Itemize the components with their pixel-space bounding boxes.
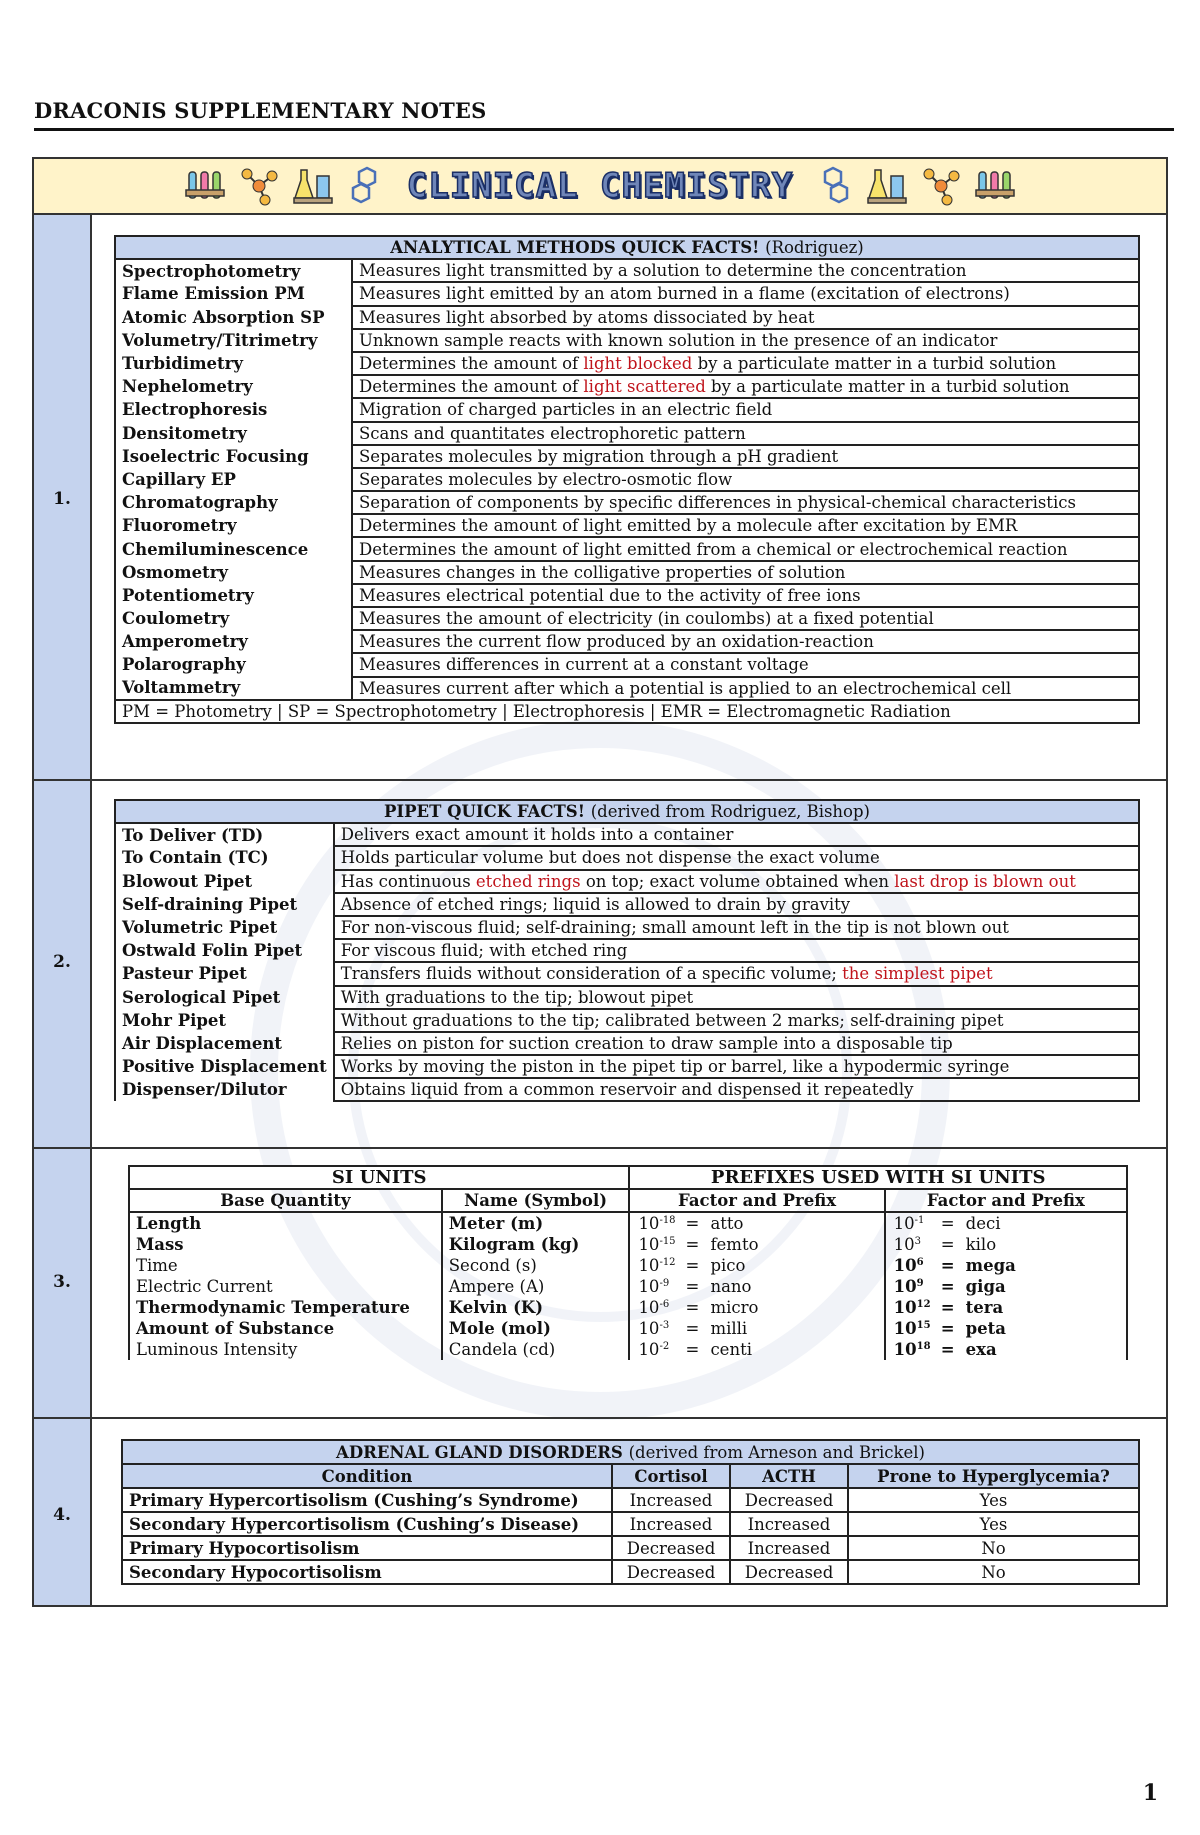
term-cell: Self-draining Pipet xyxy=(115,893,334,916)
condition-cell: Primary Hypercortisolism (Cushing’s Syndrome) xyxy=(122,1488,612,1512)
hyperglycemia-cell: Yes xyxy=(848,1512,1139,1536)
table-title: ADRENAL GLAND DISORDERS (derived from Arneson and Brickel) xyxy=(122,1440,1139,1464)
definition-text: Unknown sample reacts with known solution in the presence of an indicator xyxy=(359,330,998,350)
prefix-name: nano xyxy=(710,1277,752,1296)
highlight-text: light blocked xyxy=(583,354,693,374)
term-cell: Coulometry xyxy=(115,607,352,630)
quantity-cell: Time xyxy=(129,1255,442,1276)
table-row xyxy=(129,1318,1127,1339)
factor-exponent: -2 xyxy=(659,1341,670,1352)
definition-text: Determines the amount of light emitted by a molecule after excitation by EMR xyxy=(359,516,1018,536)
equals-sign: = xyxy=(940,1298,955,1317)
col-header: Factor and Prefix xyxy=(885,1189,1127,1212)
factor-base: 10 xyxy=(638,1298,660,1317)
page-number: 1 xyxy=(1142,1780,1158,1806)
table-row xyxy=(129,1255,1127,1276)
definition-cell xyxy=(334,962,1139,985)
table-row xyxy=(115,1009,1139,1032)
quantity-cell: Luminous Intensity xyxy=(129,1339,442,1360)
section-number: 1. xyxy=(53,489,71,509)
term-cell: Blowout Pipet xyxy=(115,870,334,893)
term-cell: Pasteur Pipet xyxy=(115,962,334,985)
si-units-title: SI UNITS xyxy=(129,1166,629,1189)
factor xyxy=(638,1319,674,1338)
table-row xyxy=(115,962,1139,985)
definition-text: Separates molecules by migration through a pH gradient xyxy=(359,446,839,466)
factor-exponent: 9 xyxy=(916,1278,924,1289)
condition-cell: Secondary Hypocortisolism xyxy=(122,1560,612,1584)
table-row xyxy=(115,630,1139,653)
definition-text: Measures the current flow produced by an oxidation-reaction xyxy=(359,632,874,652)
definition-cell xyxy=(334,1055,1139,1078)
factor xyxy=(638,1298,674,1317)
prefix-name: deci xyxy=(965,1214,1001,1233)
term-cell: Chromatography xyxy=(115,491,352,514)
prefix-name: mega xyxy=(965,1256,1016,1275)
factor-base: 10 xyxy=(638,1340,660,1359)
table-row xyxy=(115,1055,1139,1078)
term-cell: Atomic Absorption SP xyxy=(115,306,352,329)
cortisol-cell: Decreased xyxy=(612,1560,730,1584)
definition-cell xyxy=(334,916,1139,939)
prefix-name: giga xyxy=(965,1277,1006,1296)
definition-text: Measures light absorbed by atoms dissociated by heat xyxy=(359,307,815,327)
table-row xyxy=(115,514,1139,537)
si-units-table xyxy=(128,1165,1128,1360)
table-row xyxy=(129,1212,1127,1234)
table-title: PIPET QUICK FACTS! (derived from Rodriguez, Bishop) xyxy=(115,800,1139,823)
col-header: Cortisol xyxy=(612,1464,730,1488)
term-cell: To Deliver (TD) xyxy=(115,823,334,846)
table-row xyxy=(115,916,1139,939)
hexagon-molecule-icon xyxy=(813,166,853,206)
factor-base: 10 xyxy=(893,1256,917,1275)
term-cell: Capillary EP xyxy=(115,468,352,491)
factor-exponent: -15 xyxy=(659,1236,676,1247)
factor-base: 10 xyxy=(638,1319,660,1338)
definition-text: Measures differences in current at a constant voltage xyxy=(359,655,809,675)
prefix-cell xyxy=(885,1276,1127,1297)
prefix-name: micro xyxy=(710,1298,759,1317)
table-row xyxy=(129,1276,1127,1297)
definition-text: Relies on piston for suction creation to draw sample into a disposable tip xyxy=(340,1033,953,1053)
factor-base: 10 xyxy=(638,1214,660,1233)
definition-cell xyxy=(352,375,1139,398)
section-number: 3. xyxy=(53,1272,71,1292)
cortisol-cell: Increased xyxy=(612,1488,730,1512)
definition-text: With graduations to the tip; blowout pipet xyxy=(340,987,694,1007)
condition-cell: Secondary Hypercortisolism (Cushing’s Disease) xyxy=(122,1512,612,1536)
equals-sign: = xyxy=(685,1319,700,1338)
term-cell: Fluorometry xyxy=(115,514,352,537)
definition-text: Measures light emitted by an atom burned in a flame (excitation of electrons) xyxy=(359,284,1010,304)
definition-cell xyxy=(334,846,1139,869)
acth-cell: Increased xyxy=(730,1536,848,1560)
table-row xyxy=(115,986,1139,1009)
equals-sign: = xyxy=(685,1340,700,1359)
notes-frame xyxy=(32,157,1168,1607)
definition-text: Measures light transmitted by a solution to determine the concentration xyxy=(359,261,967,281)
unit-name-cell: Ampere (A) xyxy=(442,1276,630,1297)
table-title: ANALYTICAL METHODS QUICK FACTS! (Rodriguez) xyxy=(115,236,1139,259)
prefix-name: atto xyxy=(710,1214,744,1233)
table-row xyxy=(122,1560,1139,1584)
term-cell: Air Displacement xyxy=(115,1032,334,1055)
quantity-cell: Electric Current xyxy=(129,1276,442,1297)
factor-exponent: -9 xyxy=(659,1278,670,1289)
factor xyxy=(894,1214,930,1233)
factor-exponent: 6 xyxy=(916,1257,924,1268)
definition-text: Transfers fluids without consideration of a specific volume; xyxy=(340,964,843,984)
factor-exponent: 15 xyxy=(916,1320,931,1331)
section-number: 2. xyxy=(53,952,71,972)
definition-cell xyxy=(334,986,1139,1009)
term-cell: Volumetric Pipet xyxy=(115,916,334,939)
table-row xyxy=(115,677,1139,700)
equals-sign: = xyxy=(940,1256,955,1275)
acth-cell: Decreased xyxy=(730,1488,848,1512)
prefix-name: exa xyxy=(965,1340,997,1359)
footnote-row xyxy=(115,700,1139,723)
factor xyxy=(638,1256,674,1275)
pipet-table xyxy=(114,799,1140,1102)
condition-cell: Primary Hypocortisolism xyxy=(122,1536,612,1560)
term-cell: Polarography xyxy=(115,653,352,676)
prefix-cell xyxy=(629,1318,884,1339)
factor-base: 10 xyxy=(893,1298,917,1317)
definition-cell xyxy=(352,398,1139,421)
definition-text: Separates molecules by electro-osmotic flow xyxy=(359,469,733,489)
col-header: Prone to Hyperglycemia? xyxy=(848,1464,1139,1488)
factor-base: 10 xyxy=(893,1277,917,1296)
term-cell: Volumetry/Titrimetry xyxy=(115,329,352,352)
factor-base: 10 xyxy=(638,1235,660,1254)
section-number-column xyxy=(34,215,92,1605)
definition-text: Absence of etched rings; liquid is allowed to drain by gravity xyxy=(340,894,851,914)
definition-cell xyxy=(352,630,1139,653)
table-row xyxy=(115,352,1139,375)
col-header: Name (Symbol) xyxy=(442,1189,630,1212)
definition-cell xyxy=(334,1078,1139,1101)
definition-text: Measures changes in the colligative properties of solution xyxy=(359,562,846,582)
definition-cell xyxy=(352,537,1139,560)
table-row xyxy=(115,1032,1139,1055)
section-number: 4. xyxy=(53,1505,71,1525)
definition-cell xyxy=(352,422,1139,445)
equals-sign: = xyxy=(685,1277,700,1296)
factor-base: 10 xyxy=(893,1235,915,1254)
col-header: Factor and Prefix xyxy=(629,1189,884,1212)
definition-cell xyxy=(352,329,1139,352)
highlight-text: light scattered xyxy=(583,377,706,397)
definition-cell xyxy=(352,653,1139,676)
table-row xyxy=(115,445,1139,468)
quantity-cell: Mass xyxy=(129,1234,442,1255)
term-cell: Electrophoresis xyxy=(115,398,352,421)
factor-exponent: -18 xyxy=(659,1215,676,1226)
factor xyxy=(894,1319,930,1338)
prefix-name: centi xyxy=(710,1340,752,1359)
prefix-cell xyxy=(885,1255,1127,1276)
cortisol-cell: Decreased xyxy=(612,1536,730,1560)
table-row xyxy=(115,422,1139,445)
table-row xyxy=(115,468,1139,491)
definition-cell xyxy=(334,1009,1139,1032)
footnote: PM = Photometry | SP = Spectrophotometry | Electrophoresis | EMR = Electromagnetic Radiation xyxy=(115,700,1139,723)
factor-base: 10 xyxy=(638,1277,660,1296)
term-cell: Amperometry xyxy=(115,630,352,653)
factor xyxy=(638,1214,674,1233)
table-row xyxy=(115,329,1139,352)
section-divider xyxy=(34,1147,1166,1149)
col-header: Condition xyxy=(122,1464,612,1488)
factor-base: 10 xyxy=(638,1256,660,1275)
table-row xyxy=(129,1297,1127,1318)
term-cell: Osmometry xyxy=(115,561,352,584)
factor xyxy=(894,1298,930,1317)
factor xyxy=(894,1256,930,1275)
highlight-text: the simplest pipet xyxy=(842,964,993,984)
table-row xyxy=(115,561,1139,584)
quantity-cell: Length xyxy=(129,1212,442,1234)
col-header: Base Quantity xyxy=(129,1189,442,1212)
prefix-cell xyxy=(629,1339,884,1360)
definition-cell xyxy=(352,468,1139,491)
table-row xyxy=(115,893,1139,916)
analytical-methods-table xyxy=(114,235,1140,724)
term-cell: Densitometry xyxy=(115,422,352,445)
factor-base: 10 xyxy=(893,1319,917,1338)
table-row xyxy=(115,846,1139,869)
definition-cell xyxy=(352,491,1139,514)
factor-exponent: -6 xyxy=(659,1299,670,1310)
definition-cell xyxy=(352,306,1139,329)
equals-sign: = xyxy=(940,1235,955,1254)
unit-name-cell: Mole (mol) xyxy=(442,1318,630,1339)
equals-sign: = xyxy=(940,1277,955,1296)
table-row xyxy=(115,375,1139,398)
factor-exponent: -3 xyxy=(659,1320,670,1331)
factor-exponent: -1 xyxy=(914,1215,925,1226)
factor-exponent: -12 xyxy=(659,1257,676,1268)
prefix-name: peta xyxy=(965,1319,1006,1338)
molecule-icon xyxy=(239,166,279,206)
definition-cell xyxy=(334,893,1139,916)
table-row xyxy=(115,259,1139,282)
equals-sign: = xyxy=(685,1298,700,1317)
acth-cell: Decreased xyxy=(730,1560,848,1584)
term-cell: To Contain (TC) xyxy=(115,846,334,869)
document-header xyxy=(34,96,1174,131)
col-header: ACTH xyxy=(730,1464,848,1488)
test-tubes-icon xyxy=(975,166,1015,206)
term-cell: Nephelometry xyxy=(115,375,352,398)
table-row xyxy=(115,870,1139,893)
factor xyxy=(638,1235,674,1254)
prefix-cell xyxy=(885,1318,1127,1339)
unit-name-cell: Meter (m) xyxy=(442,1212,630,1234)
definition-cell xyxy=(334,1032,1139,1055)
definition-text: Determines the amount of xyxy=(359,354,584,374)
definition-text: Scans and quantitates electrophoretic pattern xyxy=(359,423,746,443)
term-cell: Isoelectric Focusing xyxy=(115,445,352,468)
equals-sign: = xyxy=(940,1340,955,1359)
definition-text: Determines the amount of light emitted from a chemical or electrochemical reaction xyxy=(359,539,1068,559)
equals-sign: = xyxy=(940,1214,955,1233)
term-cell: Potentiometry xyxy=(115,584,352,607)
factor-base: 10 xyxy=(893,1214,915,1233)
prefix-cell xyxy=(629,1276,884,1297)
prefix-cell xyxy=(885,1339,1127,1360)
section-divider xyxy=(34,779,1166,781)
definition-text: Measures current after which a potential is applied to an electrochemical cell xyxy=(359,678,1012,698)
quantity-cell: Thermodynamic Temperature xyxy=(129,1297,442,1318)
hyperglycemia-cell: No xyxy=(848,1560,1139,1584)
adrenal-disorders-table xyxy=(121,1439,1140,1585)
factor-exponent: 3 xyxy=(914,1236,922,1247)
equals-sign: = xyxy=(685,1235,700,1254)
definition-cell xyxy=(334,870,1139,893)
factor xyxy=(894,1235,930,1254)
factor xyxy=(894,1277,930,1296)
factor xyxy=(638,1340,674,1359)
table-row xyxy=(115,823,1139,846)
definition-text: Measures electrical potential due to the activity of free ions xyxy=(359,585,861,605)
table-row xyxy=(115,653,1139,676)
unit-name-cell: Kelvin (K) xyxy=(442,1297,630,1318)
prefix-cell xyxy=(629,1255,884,1276)
table-row xyxy=(115,491,1139,514)
prefix-cell xyxy=(629,1297,884,1318)
quantity-cell: Amount of Substance xyxy=(129,1318,442,1339)
prefix-name: kilo xyxy=(965,1235,997,1254)
test-tubes-icon xyxy=(185,166,225,206)
definition-text: on top; exact volume obtained when xyxy=(580,871,895,891)
definition-cell xyxy=(352,677,1139,700)
table-row xyxy=(115,537,1139,560)
molecule-icon xyxy=(921,166,961,206)
definition-text: by a particulate matter in a turbid solution xyxy=(705,377,1070,397)
factor-exponent: 18 xyxy=(916,1341,931,1352)
prefix-cell xyxy=(885,1212,1127,1234)
banner xyxy=(34,159,1166,215)
term-cell: Mohr Pipet xyxy=(115,1009,334,1032)
definition-text: For non-viscous fluid; self-draining; small amount left in the tip is not blown out xyxy=(340,918,1009,938)
term-cell: Serological Pipet xyxy=(115,986,334,1009)
definition-text: by a particulate matter in a turbid solution xyxy=(692,354,1057,374)
definition-text: Without graduations to the tip; calibrated between 2 marks; self-draining pipet xyxy=(340,1010,1004,1030)
definition-cell xyxy=(352,445,1139,468)
definition-text: Has continuous xyxy=(340,871,476,891)
acth-cell: Increased xyxy=(730,1512,848,1536)
prefix-cell xyxy=(629,1212,884,1234)
lab-glassware-icon xyxy=(293,166,333,206)
term-cell: Turbidimetry xyxy=(115,352,352,375)
unit-name-cell: Kilogram (kg) xyxy=(442,1234,630,1255)
factor xyxy=(894,1340,930,1359)
definition-text: Migration of charged particles in an electric field xyxy=(359,400,773,420)
document-title: DRACONIS SUPPLEMENTARY NOTES xyxy=(34,98,487,123)
table-row xyxy=(122,1512,1139,1536)
unit-name-cell: Candela (cd) xyxy=(442,1339,630,1360)
table-row xyxy=(129,1234,1127,1255)
definition-cell xyxy=(334,939,1139,962)
definition-text: Determines the amount of xyxy=(359,377,584,397)
definition-cell xyxy=(352,282,1139,305)
table-row xyxy=(115,306,1139,329)
hyperglycemia-cell: No xyxy=(848,1536,1139,1560)
prefix-cell xyxy=(885,1297,1127,1318)
section-divider xyxy=(34,1417,1166,1419)
term-cell: Chemiluminescence xyxy=(115,537,352,560)
definition-cell xyxy=(352,584,1139,607)
table-row xyxy=(122,1488,1139,1512)
prefix-name: pico xyxy=(710,1256,746,1275)
prefix-name: tera xyxy=(965,1298,1004,1317)
equals-sign: = xyxy=(940,1319,955,1338)
definition-cell xyxy=(352,352,1139,375)
term-cell: Dispenser/Dilutor xyxy=(115,1078,334,1101)
banner-title: CLINICAL CHEMISTRY xyxy=(406,166,794,206)
highlight-text: etched rings xyxy=(475,871,581,891)
definition-cell xyxy=(352,514,1139,537)
definition-text: Holds particular volume but does not dispense the exact volume xyxy=(340,848,880,868)
prefix-cell xyxy=(629,1234,884,1255)
prefix-cell xyxy=(885,1234,1127,1255)
table-row xyxy=(115,398,1139,421)
table-row xyxy=(129,1339,1127,1360)
cortisol-cell: Increased xyxy=(612,1512,730,1536)
factor-base: 10 xyxy=(893,1340,917,1359)
table-row xyxy=(115,282,1139,305)
prefixes-title: PREFIXES USED WITH SI UNITS xyxy=(629,1166,1127,1189)
equals-sign: = xyxy=(685,1214,700,1233)
definition-cell xyxy=(334,823,1139,846)
table-row xyxy=(115,584,1139,607)
definition-cell xyxy=(352,561,1139,584)
definition-cell xyxy=(352,607,1139,630)
factor xyxy=(638,1277,674,1296)
definition-text: Delivers exact amount it holds into a container xyxy=(340,825,734,845)
definition-cell xyxy=(352,259,1139,282)
prefix-name: milli xyxy=(710,1319,748,1338)
highlight-text: last drop is blown out xyxy=(894,871,1076,891)
definition-text: Measures the amount of electricity (in coulombs) at a fixed potential xyxy=(359,609,934,629)
term-cell: Spectrophotometry xyxy=(115,259,352,282)
hyperglycemia-cell: Yes xyxy=(848,1488,1139,1512)
equals-sign: = xyxy=(685,1256,700,1275)
definition-text: Separation of components by specific differences in physical-chemical characteristics xyxy=(359,493,1076,513)
term-cell: Flame Emission PM xyxy=(115,282,352,305)
table-row xyxy=(115,1078,1139,1101)
term-cell: Voltammetry xyxy=(115,677,352,700)
prefix-name: femto xyxy=(710,1235,759,1254)
term-cell: Positive Displacement xyxy=(115,1055,334,1078)
lab-glassware-icon xyxy=(867,166,907,206)
definition-text: Works by moving the piston in the pipet tip or barrel, like a hypodermic syringe xyxy=(340,1057,1010,1077)
factor-exponent: 12 xyxy=(916,1299,931,1310)
definition-text: For viscous fluid; with etched ring xyxy=(340,941,628,961)
table-row xyxy=(115,939,1139,962)
term-cell: Ostwald Folin Pipet xyxy=(115,939,334,962)
hexagon-molecule-icon xyxy=(347,166,387,206)
table-row xyxy=(115,607,1139,630)
unit-name-cell: Second (s) xyxy=(442,1255,630,1276)
table-row xyxy=(122,1536,1139,1560)
definition-text: Obtains liquid from a common reservoir and dispensed it repeatedly xyxy=(340,1080,914,1100)
